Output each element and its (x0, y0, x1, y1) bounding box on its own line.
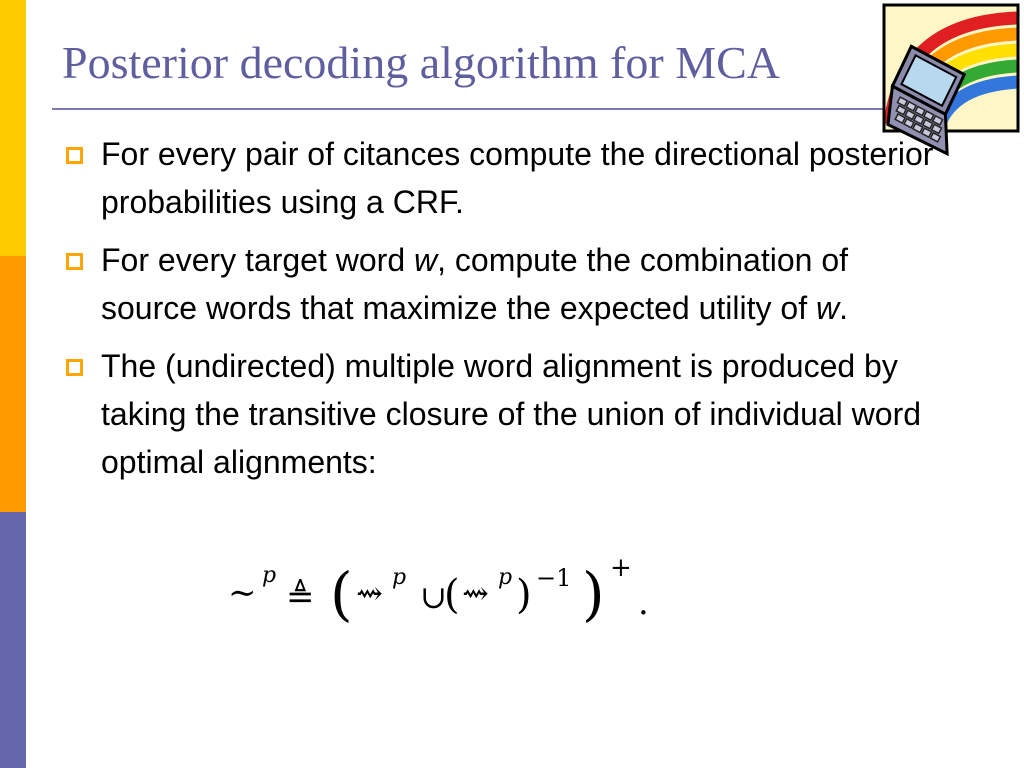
formula-inner-open-paren: ( (444, 572, 460, 618)
bullet-item (64, 130, 944, 226)
formula-inner-sup-p: p (498, 565, 513, 590)
bullet-text: For every target word w, compute the combination of source words that maximize the expected utility of w. (101, 242, 849, 326)
formula-arrow: ⇝ (356, 574, 383, 612)
bullet-square-icon (66, 147, 83, 164)
bullet-list (64, 130, 944, 496)
formula-union: ∪ (420, 578, 447, 616)
side-bar-middle (0, 256, 26, 512)
formula-defeq: ≜ (286, 577, 315, 617)
bullet-item (64, 342, 944, 486)
formula-inner-arrow: ⇝ (462, 574, 489, 612)
formula-open-paren: ( (330, 560, 353, 628)
slide-title: Posterior decoding algorithm for MCA (62, 37, 781, 88)
formula-period: . (638, 583, 649, 623)
formula-inverse-exponent: −1 (536, 564, 572, 592)
bullet-text: For every pair of citances compute the directional posterior probabilities using a CRF. (101, 136, 934, 220)
bullet-text: The (undirected) multiple word alignment is produced by taking the transitive closure of the union of individual word optimal alignments: (101, 348, 922, 480)
formula-close-paren: ) (582, 560, 605, 628)
bullet-item (64, 236, 944, 332)
formula-plus: + (610, 553, 632, 583)
formula-tilde: ∼ (228, 573, 257, 613)
side-bar-top (0, 0, 26, 256)
transitive-closure-formula (226, 552, 786, 642)
side-bar-bottom (0, 512, 26, 768)
title-divider (52, 108, 930, 110)
formula-inner-close-paren: ) (516, 572, 532, 618)
bullet-square-icon (66, 359, 83, 376)
formula-sup-p: p (262, 563, 277, 588)
bullet-square-icon (66, 253, 83, 270)
formula-arrow-sup-p: p (392, 565, 407, 590)
